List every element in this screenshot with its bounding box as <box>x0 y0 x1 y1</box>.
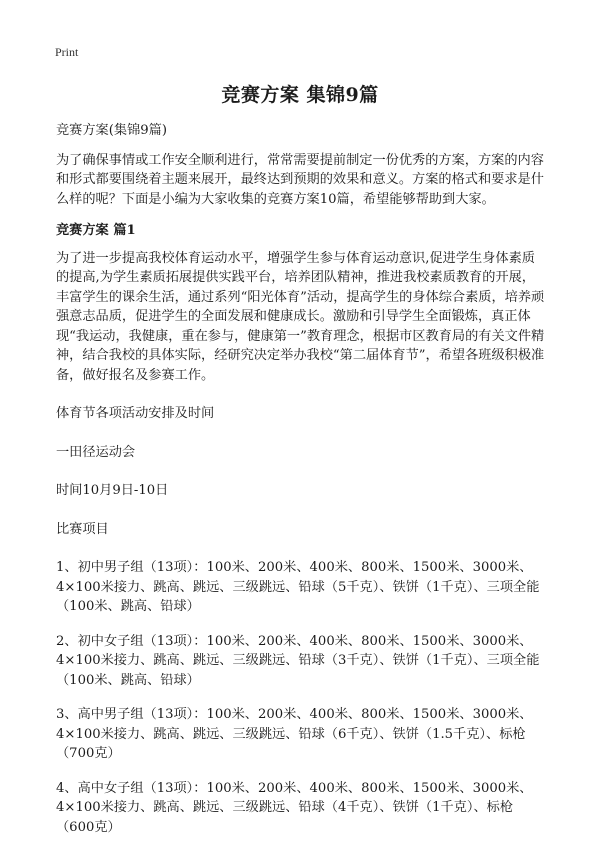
event-group-item: 1、初中男子组（13项）：100米、200米、400米、800米、1500米、3000米、4×100米接力、跳高、跳远、三级跳远、铅球（5千克）、铁饼（1千克）、三项全能（100米、跳高、铅球） <box>56 560 540 614</box>
document-title: 竞赛方案 集锦9篇 <box>221 84 379 106</box>
track-meet-label: 一田径运动会 <box>56 444 136 460</box>
event-group-item: 2、初中女子组（13项）：100米、200米、400米、800米、1500米、3000米、4×100米接力、跳高、跳远、三级跳远、铅球（3千克）、铁饼（1千克）、三项全能（100米、跳高、铅球） <box>56 633 540 688</box>
schedule-label: 体育节各项活动安排及时间 <box>56 406 215 421</box>
time-label: 时间10月9日-10日 <box>56 483 169 498</box>
event-group-item: 3、高中男子组（13项）：100米、200米、400米、800米、1500米、3000米、4×100米接力、跳高、跳远、三级跳远、铅球（6千克）、铁饼（1.5千克）、标枪（700克） <box>56 707 533 761</box>
document-body <box>56 121 548 852</box>
document-subtitle: 竞赛方案(集锦9篇) <box>56 123 167 138</box>
print-label[interactable]: Print <box>55 45 79 59</box>
section-heading: 竞赛方案 篇1 <box>56 223 136 238</box>
intro-paragraph: 为了确保事情或工作安全顺利进行，常常需要提前制定一份优秀的方案，方案的内容和形式都要围绕着主题来展开，最终达到预期的效果和意义。方案的格式和要求是什么样的呢？下面是小编为大家收集的竞赛方案10篇，希望能够帮助到大家。 <box>56 152 544 207</box>
event-group-item: 4、高中女子组（13项）：100米、200米、400米、800米、1500米、3000米、4×100米接力、跳高、跳远、三级跳远、铅球（4千克）、铁饼（1千克）、标枪（600克） <box>56 780 533 835</box>
events-label: 比赛项目 <box>56 521 109 537</box>
section-body-paragraph: 为了进一步提高我校体育运动水平，增强学生参与体育运动意识,促进学生身体素质的提高,为学生素质拓展提供实践平台，培养团队精神，推进我校素质教育的开展，丰富学生的课余生活，通过系列“阳光体育”活动，提高学生的身体综合素质，培养顽强意志品质，促进学生的全面发展和健康成长。激励和引导学生全面锻炼，真正体现“我运动，我健康，重在参与，健康第一”教育理念，根据市区教育局的有关文件精神，结合我校的具体实际，经研究决定举办我校“第二届体育节”，希望各班级积极准备，做好报名及参赛工作。 <box>56 250 545 383</box>
